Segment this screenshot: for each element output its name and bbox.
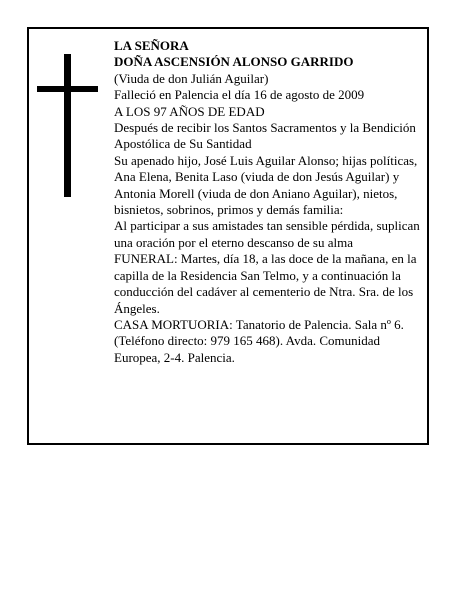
notice-title: LA SEÑORA (114, 38, 189, 53)
widow-of-line: (Viuda de don Julián Aguilar) (114, 70, 269, 86)
sacraments-paragraph: Después de recibir los Santos Sacramentos y la Bendición Apostólica de Su Santidad (114, 120, 416, 152)
deceased-name: DOÑA ASCENSIÓN ALONSO GARRIDO (114, 54, 354, 70)
cross-horizontal-bar (37, 86, 98, 92)
age-line: A LOS 97 AÑOS DE EDAD (114, 103, 265, 119)
request-paragraph: Al participar a sus amistades tan sensible pérdida, suplican una oración por el eterno descanso de su alma (114, 218, 420, 250)
obituary-text (114, 38, 422, 366)
mortuary-paragraph: CASA MORTUORIA: Tanatorio de Palencia. Sala nº 6. (Teléfono directo: 979 165 468). Avda. Comunidad Europea, 2-4. Palencia. (114, 316, 404, 365)
death-line: Falleció en Palencia el día 16 de agosto de 2009 (114, 87, 365, 103)
funeral-paragraph: FUNERAL: Martes, día 18, a las doce de la mañana, en la capilla de la Residencia San Telmo, y a continuación la conducción del cadáver al cementerio de Ntra. Sra. de los Ángeles. (114, 251, 417, 316)
latin-cross-icon (37, 54, 98, 197)
cross-vertical-bar (64, 54, 71, 197)
family-paragraph: Su apenado hijo, José Luis Aguilar Alonso; hijas políticas, Ana Elena, Benita Laso (viuda de don Jesús Aguilar) y Antonia Morell (viuda de don Aniano Aguilar), nietos, bisnietos, sobrinos, primos y demás familia: (114, 152, 418, 218)
